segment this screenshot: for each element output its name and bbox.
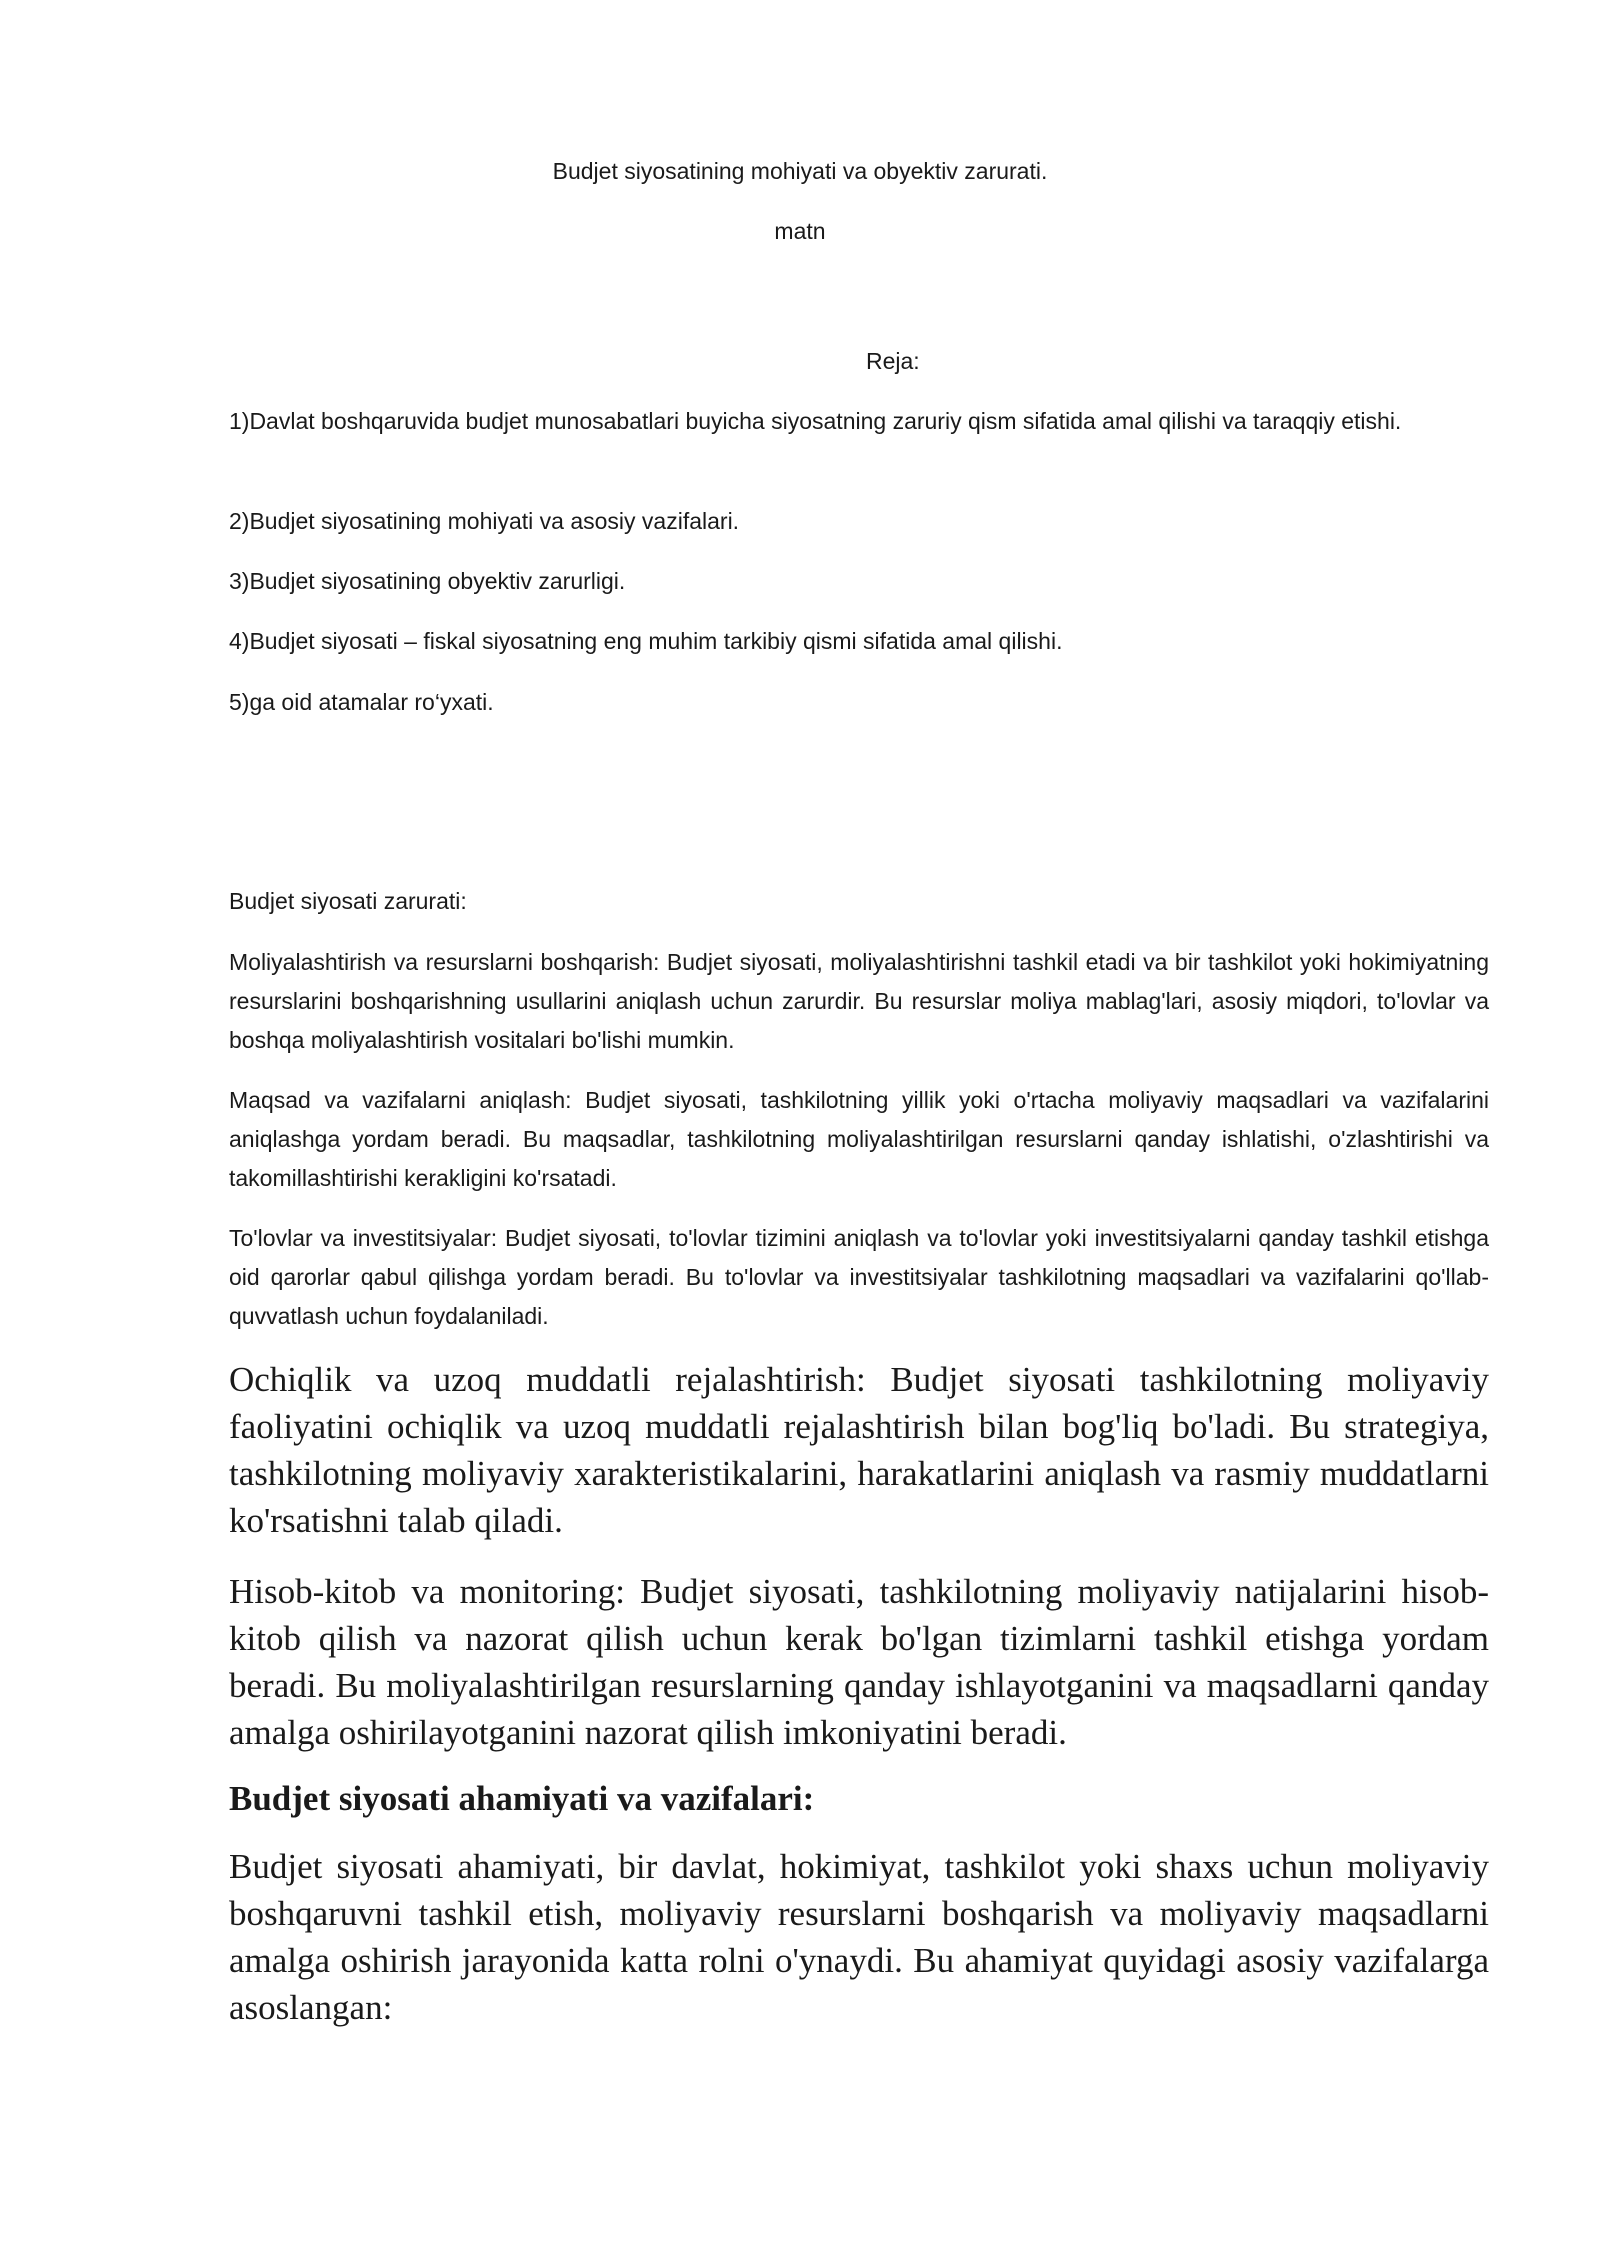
plan-item-5: 5)ga oid atamalar ro‘yxati. (229, 689, 494, 715)
plan-item-1: 1)Davlat boshqaruvida budjet munosabatlari buyicha siyosatning zaruriy qism sifatida amal qilishi va taraqqiy etishi. (229, 408, 1402, 434)
necessity-paragraph-2: Maqsad va vazifalarni aniqlash: Budjet siyosati, tashkilotning yillik yoki o'rtacha moliyaviy maqsadlari va vazifalarini aniqlashga yordam beradi. Bu maqsadlar, tashkilotning moliyalashtirilgan resurslarni qanday ishlatishi, o'zlashtirishi va takomillashtirishi kerakligini ko'rsatadi. (229, 1087, 1489, 1191)
plan-heading: Reja: (866, 348, 920, 374)
plan-item-4: 4)Budjet siyosati – fiskal siyosatning eng muhim tarkibiy qismi sifatida amal qilishi. (229, 628, 1063, 654)
plan-item-3: 3)Budjet siyosatining obyektiv zarurligi. (229, 568, 626, 594)
necessity-paragraph-3: To'lovlar va investitsiyalar: Budjet siyosati, to'lovlar tizimini aniqlash va to'lovlar yoki investitsiyalarni qanday tashkil etishga oid qarorlar qabul qilishga yordam beradi. Bu to'lovlar va investitsiyalar tashkilotning maqsadlari va vazifalarini qo'llab-quvvatlash uchun foydalaniladi. (229, 1225, 1489, 1329)
importance-paragraph: Budjet siyosati ahamiyati, bir davlat, hokimiyat, tashkilot yoki shaxs uchun moliyaviy boshqaruvni tashkil etish, moliyaviy resurslarni boshqarish va moliyaviy maqsadlarni amalga oshirish jarayonida katta rolni o'ynaydi. Bu ahamiyat quyidagi asosiy vazifalarga asoslangan: (229, 1847, 1489, 2027)
plan-item-2: 2)Budjet siyosatining mohiyati va asosiy vazifalari. (229, 508, 740, 534)
necessity-paragraph-4: Ochiqlik va uzoq muddatli rejalashtirish: Budjet siyosati tashkilotning moliyaviy faoliyatini ochiqlik va uzoq muddatli rejalashtirish bilan bog'liq bo'ladi. Bu strategiya, tashkilotning moliyaviy xarakteristikalarini, harakatlarini aniqlash va rasmiy muddatlarni ko'rsatishni talab qiladi. (229, 1360, 1489, 1540)
necessity-paragraph-1: Moliyalashtirish va resurslarni boshqarish: Budjet siyosati, moliyalashtirishni tashkil etadi va bir tashkilot yoki hokimiyatning resurslarini boshqarishning usullarini aniqlash uchun zarurdir. Bu resurslar moliya mablag'lari, asosiy miqdori, to'lovlar va boshqa moliyalashtirish vositalari bo'lishi mumkin. (229, 949, 1489, 1053)
necessity-heading: Budjet siyosati zarurati: (229, 888, 467, 914)
document-subtitle: matn (774, 218, 826, 244)
importance-heading: Budjet siyosati ahamiyati va vazifalari: (229, 1779, 815, 1818)
necessity-paragraph-5: Hisob-kitob va monitoring: Budjet siyosati, tashkilotning moliyaviy natijalarini hisob-kitob qilish va nazorat qilish uchun kerak bo'lgan tizimlarni tashkil etishga yordam beradi. Bu moliyalashtirilgan resurslarning qanday ishlayotganini va maqsadlarni qanday amalga oshirilayotganini nazorat qilish imkoniyatini beradi. (229, 1572, 1489, 1752)
document-title: Budjet siyosatining mohiyati va obyektiv zarurati. (552, 158, 1048, 184)
